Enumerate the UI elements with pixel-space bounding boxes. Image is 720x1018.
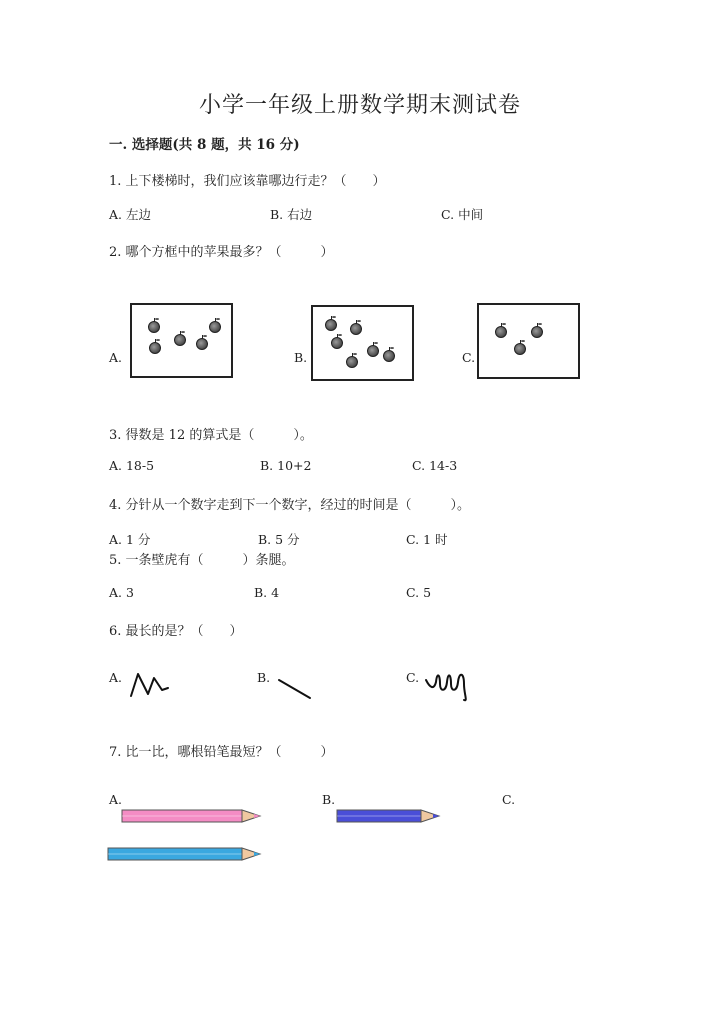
q4-option-c[interactable]: C. 1 时 <box>406 532 448 547</box>
question-4: 4. 分针从一个数字走到下一个数字，经过的时间是（ ）。 <box>109 498 471 513</box>
question-7: 7. 比一比，哪根铅笔最短？（ ） <box>109 745 334 760</box>
straight-line-b <box>276 676 316 702</box>
pencil-a <box>120 807 266 825</box>
q2-option-a[interactable]: A. <box>109 350 123 365</box>
q1-option-a[interactable]: A. 左边 <box>109 207 151 222</box>
apple-icon <box>531 326 543 338</box>
q5-option-c[interactable]: C. 5 <box>406 585 432 600</box>
question-3: 3. 得数是 12 的算式是（ ）。 <box>109 428 313 443</box>
q3-option-c[interactable]: C. 14-3 <box>412 458 458 473</box>
apple-icon <box>367 345 379 357</box>
apple-icon <box>149 342 161 354</box>
apple-icon <box>350 323 362 335</box>
apple-box-c <box>477 303 580 379</box>
apple-icon <box>346 356 358 368</box>
apple-icon <box>383 350 395 362</box>
apple-icon <box>495 326 507 338</box>
q7-option-c[interactable]: C. <box>502 792 516 807</box>
q3-option-b[interactable]: B. 10+2 <box>260 458 312 473</box>
q1-option-c[interactable]: C. 中间 <box>441 207 484 222</box>
question-6: 6. 最长的是？（ ） <box>109 624 243 639</box>
apple-icon <box>325 319 337 331</box>
pencil-c <box>106 845 266 863</box>
question-5: 5. 一条壁虎有（ ）条腿。 <box>109 553 295 568</box>
apple-box-a <box>130 303 233 378</box>
q5-option-a[interactable]: A. 3 <box>109 585 134 600</box>
q6-option-c[interactable]: C. <box>406 670 420 685</box>
page-title: 小学一年级上册数学期末测试卷 <box>198 93 521 118</box>
q5-option-b[interactable]: B. 4 <box>254 585 280 600</box>
apple-box-b <box>311 305 414 381</box>
q4-option-b[interactable]: B. 5 分 <box>258 532 300 547</box>
apple-icon <box>514 343 526 355</box>
q3-option-a[interactable]: A. 18-5 <box>109 458 155 473</box>
zigzag-line-a <box>128 668 172 700</box>
section-heading: 一. 选择题(共 8 题，共 16 分) <box>109 137 300 153</box>
q4-option-a[interactable]: A. 1 分 <box>109 532 151 547</box>
q1-option-b[interactable]: B. 右边 <box>270 207 313 222</box>
apple-icon <box>209 321 221 333</box>
question-1: 1. 上下楼梯时，我们应该靠哪边行走？（ ） <box>109 174 386 189</box>
curly-line-c <box>424 666 476 704</box>
q7-option-b[interactable]: B. <box>322 792 336 807</box>
apple-icon <box>174 334 186 346</box>
apple-icon <box>331 337 343 349</box>
q2-option-c[interactable]: C. <box>462 350 476 365</box>
q2-option-b[interactable]: B. <box>294 350 308 365</box>
q6-option-b[interactable]: B. <box>257 670 271 685</box>
q7-option-a[interactable]: A. <box>109 792 123 807</box>
question-2: 2. 哪个方框中的苹果最多？（ ） <box>109 245 334 260</box>
apple-icon <box>148 321 160 333</box>
apple-icon <box>196 338 208 350</box>
q6-option-a[interactable]: A. <box>109 670 123 685</box>
pencil-b <box>335 807 445 825</box>
